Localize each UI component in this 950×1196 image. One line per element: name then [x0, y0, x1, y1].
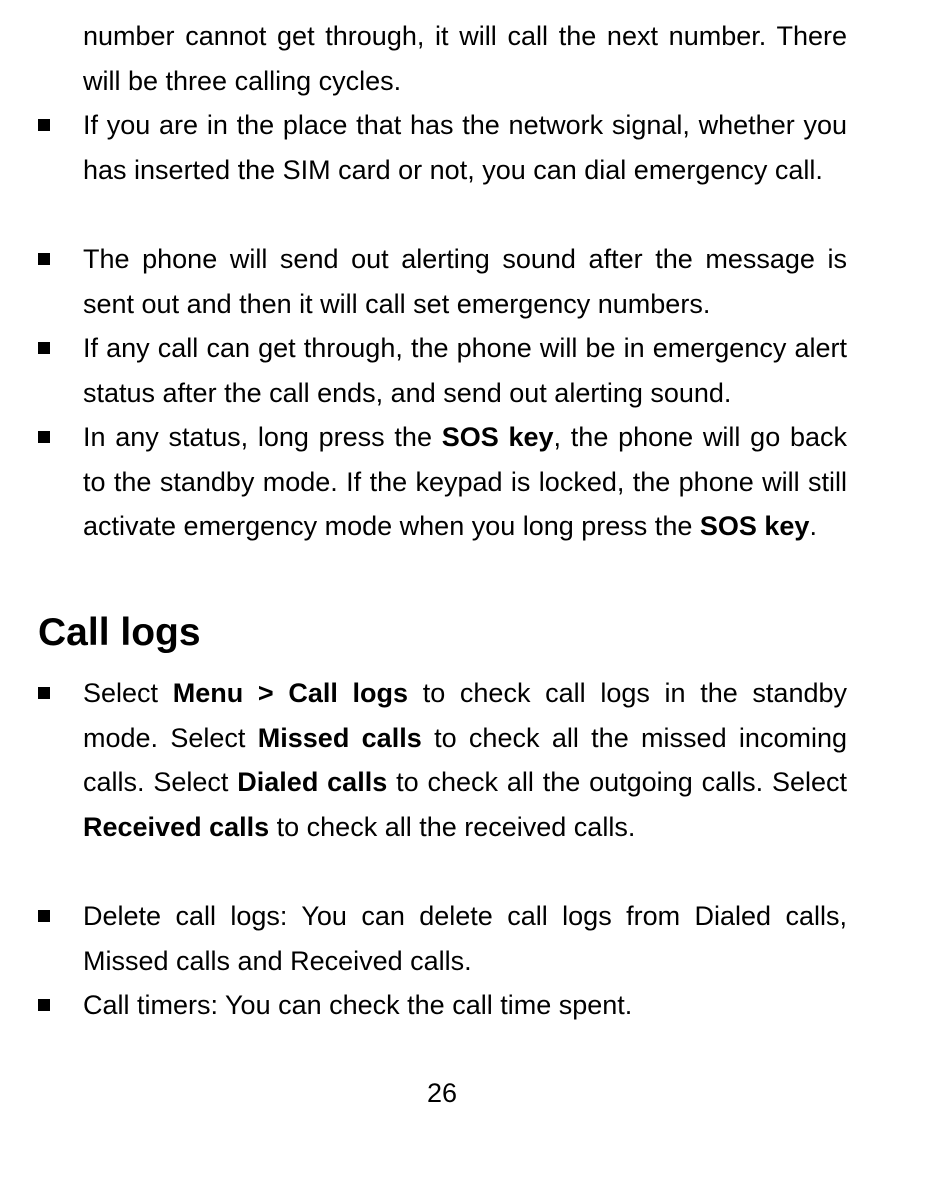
- bold-term: Received calls: [83, 811, 270, 842]
- bullet-square-icon: [38, 119, 50, 131]
- bold-term: Menu > Call logs: [172, 678, 409, 708]
- bullet-square-icon: [38, 253, 50, 265]
- continuation-paragraph: number cannot get through, it will call the next number. There will be three calling cycles.: [83, 21, 847, 96]
- page-number: 26: [426, 1078, 458, 1108]
- bullet-square-icon: [38, 342, 50, 354]
- bold-term: SOS key: [441, 422, 554, 452]
- text-run: , the phone will go back to the standby mode. If the keypad is locked, the phone will still activate emergency mode when you long press the: [83, 422, 847, 541]
- bullet-square-icon: [38, 431, 50, 443]
- text-run: to check all the missed incoming calls. Select: [83, 722, 847, 797]
- list-item-text: [83, 415, 847, 549]
- bullet-square-icon: [38, 999, 50, 1011]
- bold-term: SOS key: [699, 511, 810, 541]
- text-run: Select: [83, 678, 173, 708]
- text-run: Delete call logs: You can delete call logs from Dialed calls, Missed calls and Received calls.: [83, 901, 847, 976]
- list-item-text: [83, 983, 847, 1028]
- bullet-square-icon: [38, 687, 50, 699]
- list-item-text: [83, 894, 847, 983]
- list-item-text: [83, 671, 847, 849]
- text-run: If any call can get through, the phone will be in emergency alert status after the call ends, and send out alerting sound.: [83, 333, 847, 408]
- list-item-text: [83, 237, 847, 326]
- text-run: to check all the outgoing calls. Select: [387, 767, 847, 797]
- section-heading: Call logs: [38, 611, 201, 654]
- list-item-text: [83, 103, 847, 192]
- text-run: Call timers: You can check the call time spent.: [83, 990, 633, 1020]
- bold-term: Missed calls: [257, 722, 422, 753]
- text-run: If you are in the place that has the network signal, whether you has inserted the SIM card or not, you can dial emergency call.: [83, 110, 847, 185]
- bold-term: Dialed calls: [237, 767, 388, 797]
- text-run: .: [809, 511, 817, 541]
- list-item-text: [83, 326, 847, 415]
- text-run: In any status, long press the: [83, 422, 442, 452]
- bullet-square-icon: [38, 910, 50, 922]
- text-run: The phone will send out alerting sound after the message is sent out and then it will call set emergency numbers.: [83, 244, 847, 319]
- text-run: to check call logs in the standby mode. Select: [83, 678, 847, 753]
- text-run: to check all the received calls.: [269, 811, 636, 842]
